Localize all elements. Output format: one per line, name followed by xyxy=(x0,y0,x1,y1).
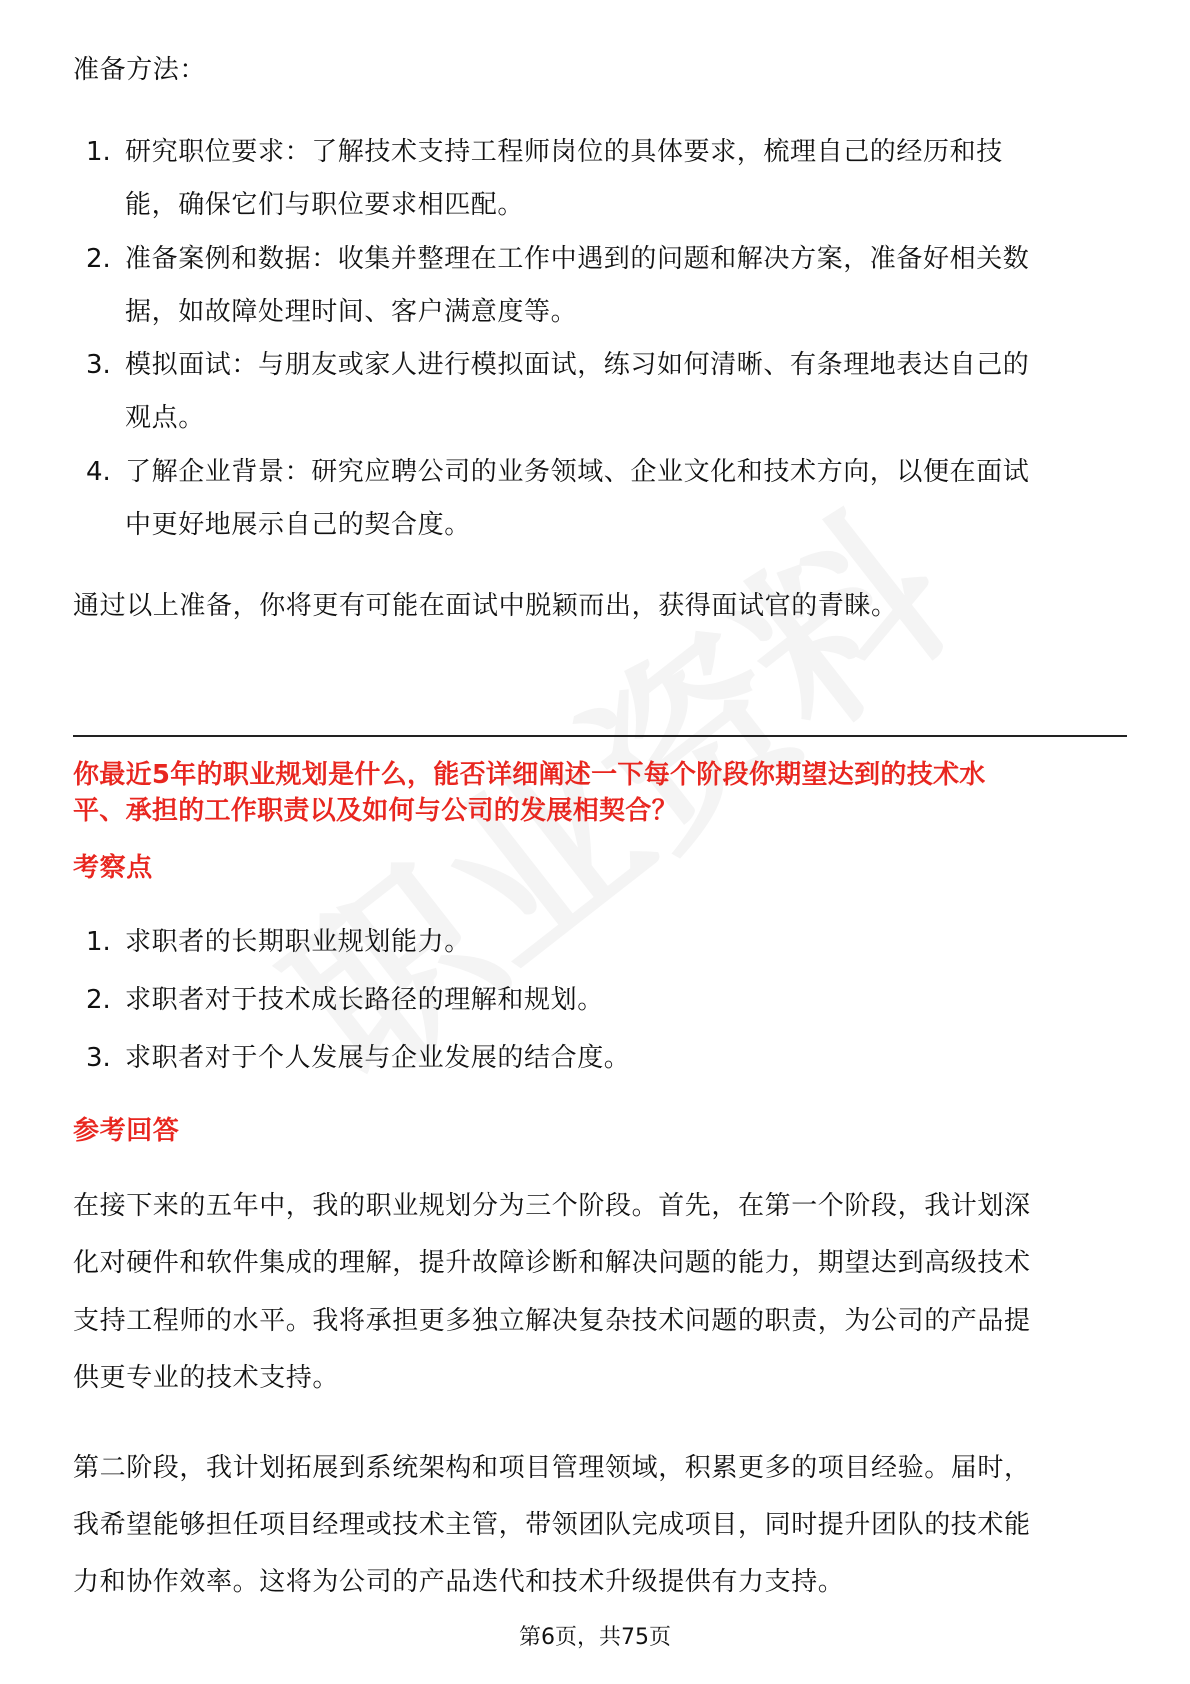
prep-heading: 准备方法： xyxy=(73,55,207,85)
section-divider xyxy=(73,735,1127,737)
focus-heading: 考察点 xyxy=(73,853,153,883)
prep-item-text: 中更好地展示自己的契合度。 xyxy=(125,510,471,540)
prep-item-number: 4. xyxy=(86,457,111,487)
prep-item-text: 能，确保它们与职位要求相匹配。 xyxy=(125,190,525,220)
question-title: 你最近5年的职业规划是什么，能否详细阐述一下每个阶段你期望达到的技术水 xyxy=(73,760,986,790)
answer-paragraph-line: 力和协作效率。这将为公司的产品迭代和技术升级提供有力支持。 xyxy=(73,1567,845,1597)
focus-item-text: 求职者的长期职业规划能力。 xyxy=(125,927,471,957)
answer-heading: 参考回答 xyxy=(73,1116,180,1146)
answer-paragraph-line: 供更专业的技术支持。 xyxy=(73,1363,340,1393)
prep-item-text: 观点。 xyxy=(125,403,205,433)
prep-item-text: 了解企业背景：研究应聘公司的业务领域、企业文化和技术方向，以便在面试 xyxy=(125,457,1030,487)
prep-summary: 通过以上准备，你将更有可能在面试中脱颖而出，获得面试官的青睐。 xyxy=(73,591,898,621)
answer-paragraph-line: 第二阶段，我计划拓展到系统架构和项目管理领域，积累更多的项目经验。届时， xyxy=(73,1453,1031,1483)
answer-paragraph-line: 我希望能够担任项目经理或技术主管，带领团队完成项目，同时提升团队的技术能 xyxy=(73,1510,1031,1540)
prep-item-text: 据，如故障处理时间、客户满意度等。 xyxy=(125,297,578,327)
answer-paragraph-line: 支持工程师的水平。我将承担更多独立解决复杂技术问题的职责，为公司的产品提 xyxy=(73,1306,1031,1336)
answer-paragraph-line: 在接下来的五年中，我的职业规划分为三个阶段。首先，在第一个阶段，我计划深 xyxy=(73,1191,1031,1221)
focus-item-number: 1. xyxy=(86,927,111,957)
focus-item-number: 2. xyxy=(86,985,111,1015)
focus-item-text: 求职者对于个人发展与企业发展的结合度。 xyxy=(125,1043,631,1073)
focus-item-text: 求职者对于技术成长路径的理解和规划。 xyxy=(125,985,604,1015)
prep-item-text: 研究职位要求：了解技术支持工程师岗位的具体要求，梳理自己的经历和技 xyxy=(125,137,1003,167)
page-footer: 第6页，共75页 xyxy=(519,1625,671,1650)
prep-item-number: 1. xyxy=(86,137,111,167)
focus-item-number: 3. xyxy=(86,1043,111,1073)
question-title: 平、承担的工作职责以及如何与公司的发展相契合？ xyxy=(73,796,678,826)
prep-item-text: 模拟面试：与朋友或家人进行模拟面试，练习如何清晰、有条理地表达自己的 xyxy=(125,350,1030,380)
prep-item-number: 2. xyxy=(86,244,111,274)
answer-paragraph-line: 化对硬件和软件集成的理解，提升故障诊断和解决问题的能力，期望达到高级技术 xyxy=(73,1248,1031,1278)
prep-item-text: 准备案例和数据：收集并整理在工作中遇到的问题和解决方案，准备好相关数 xyxy=(125,244,1030,274)
prep-item-number: 3. xyxy=(86,350,111,380)
